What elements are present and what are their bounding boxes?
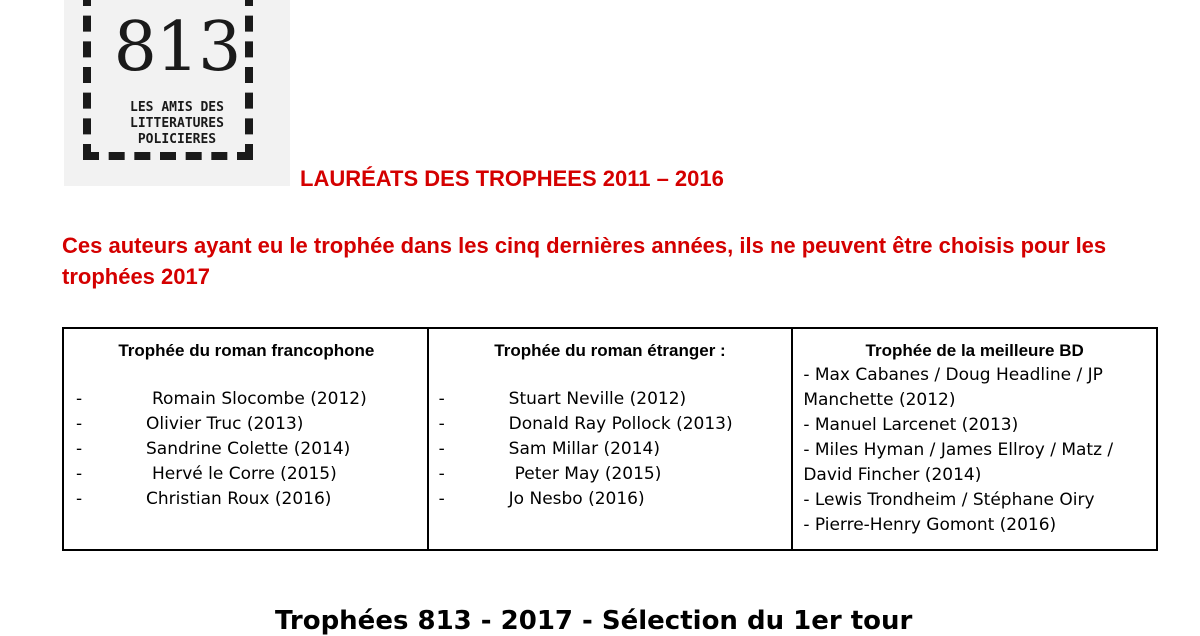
list-item	[439, 462, 782, 487]
column-bd	[792, 328, 1157, 550]
list-item	[439, 437, 782, 462]
column-heading-bd: Trophée de la meilleure BD	[865, 341, 1084, 360]
list-dash: -	[438, 439, 445, 459]
notice-text: Ces auteurs ayant eu le trophée dans les cinq dernières années, ils ne peuvent être choisis pour les trophées 2017	[62, 233, 1107, 289]
laureate-name: Sam Millar (2014)	[508, 439, 661, 459]
laureate-name: Sandrine Colette (2014)	[146, 439, 351, 459]
list-item: - Manuel Larcenet (2013)	[803, 415, 1019, 435]
laureates-table	[62, 327, 1158, 551]
list-dash: -	[438, 489, 445, 509]
column-heading-etranger: Trophée du roman étranger :	[494, 341, 726, 360]
column-etranger	[428, 328, 793, 550]
laureate-name: Jo Nesbo (2016)	[508, 489, 645, 509]
list-dash: -	[438, 414, 445, 434]
list-dash: -	[438, 464, 445, 484]
list-item: - Lewis Trondheim / Stéphane Oiry	[803, 490, 1095, 510]
laureate-name: Peter May (2015)	[514, 464, 662, 484]
logo-subtitle: LES AMIS DES LITTERATURES POLICIERES	[130, 100, 224, 147]
list-dash: -	[76, 439, 83, 459]
list-item	[76, 462, 417, 487]
laureate-name: Olivier Truc (2013)	[146, 414, 304, 434]
laureate-name: Stuart Neville (2012)	[508, 389, 687, 409]
list-item	[76, 412, 417, 437]
page-title: LAURÉATS DES TROPHEES 2011 – 2016	[300, 166, 724, 191]
logo-number: 813	[113, 8, 241, 87]
list-dash: -	[76, 489, 83, 509]
laureate-name: Donald Ray Pollock (2013)	[508, 414, 733, 434]
laureate-name: Romain Slocombe (2012)	[152, 389, 367, 409]
list-item	[439, 487, 782, 512]
list-item	[76, 487, 417, 512]
column-heading-francophone: Trophée du roman francophone	[118, 341, 375, 360]
list-item: - Max Cabanes / Doug Headline / JP Manchette (2012)	[803, 365, 1103, 410]
list-dash: -	[76, 414, 83, 434]
list-item	[439, 387, 782, 412]
list-dash: -	[438, 389, 445, 409]
laureate-name: Christian Roux (2016)	[146, 489, 332, 509]
list-item: - Pierre-Henry Gomont (2016)	[803, 515, 1057, 535]
list-dash: -	[76, 389, 83, 409]
logo-813	[64, 0, 290, 186]
column-francophone	[63, 328, 428, 550]
list-item: - Miles Hyman / James Ellroy / Matz / David Fincher (2014)	[803, 440, 1114, 485]
list-item	[76, 387, 417, 412]
list-dash: -	[76, 464, 83, 484]
list-item	[76, 437, 417, 462]
section-heading: Trophées 813 - 2017 - Sélection du 1er tour	[275, 606, 913, 636]
list-item	[439, 412, 782, 437]
laureate-name: Hervé le Corre (2015)	[152, 464, 337, 484]
